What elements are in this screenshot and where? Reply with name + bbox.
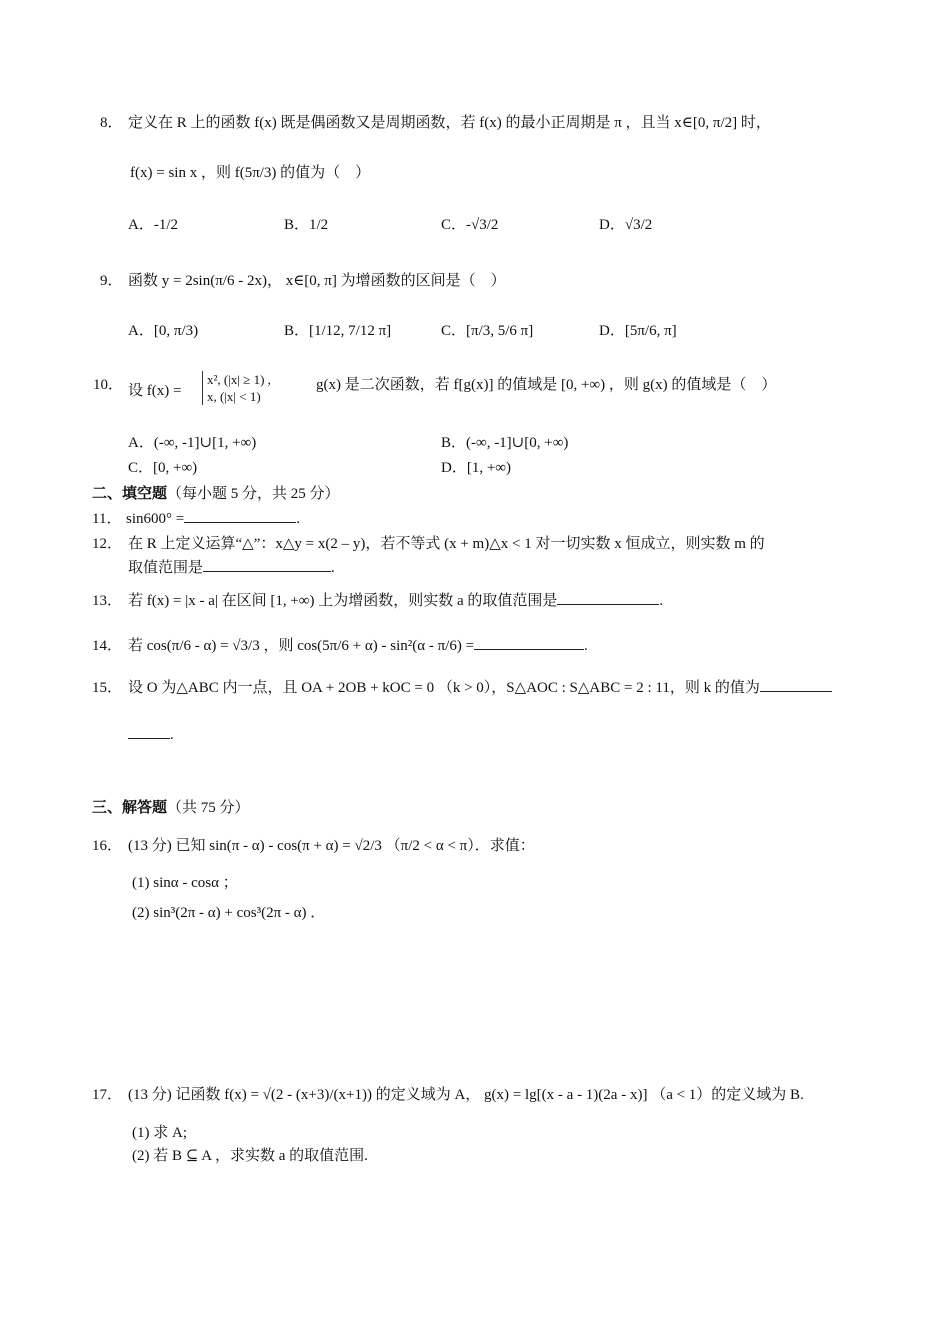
q10-option-c: C．[0, +∞) <box>128 460 198 476</box>
q10-option-b: B．(-∞, -1]∪[0, +∞) <box>441 435 569 451</box>
q17-sub2: (2) 若 B ⊆ A ，求实数 a 的取值范围. <box>132 1148 368 1164</box>
q8-option-b: B．1/2 <box>284 217 329 233</box>
q8-number: 8． <box>100 115 123 131</box>
q16-sub1: (1) sinα - cosα ； <box>132 875 238 891</box>
q11-end: . <box>296 511 300 527</box>
q10-line1-a: 设 f(x) = <box>128 383 182 399</box>
q10-option-d: D．[1, +∞) <box>441 460 511 476</box>
q12-number: 12． <box>92 536 123 552</box>
q17-number: 17． <box>92 1087 123 1103</box>
q13-line <box>128 590 663 612</box>
section-2-note: （每小题 5 分，共 25 分） <box>167 486 340 502</box>
q13-end: . <box>659 593 664 609</box>
q15-line1 <box>128 677 832 699</box>
q14-answer-blank[interactable] <box>474 635 584 650</box>
q10-piecewise <box>202 371 271 405</box>
q9-option-a: A．[0, π/3) <box>128 323 199 339</box>
q8-option-c: C．-√3/2 <box>441 217 499 233</box>
q11-line <box>126 508 300 530</box>
q17-line1: (13 分) 记函数 f(x) = √(2 - (x+3)/(x+1)) 的定义域为 A， g(x) = lg[(x - a - 1)(2a - x)] （a < 1）的定义域为 B. <box>128 1087 804 1103</box>
q8-option-d: D．√3/2 <box>599 217 653 233</box>
q16-sub2: (2) sin³(2π - α) + cos³(2π - α) ． <box>132 905 326 921</box>
q12-line1: 在 R 上定义运算“△”：x△y = x(2 – y)，若不等式 (x + m)△x < 1 对一切实数 x 恒成立，则实数 m 的 <box>128 536 765 552</box>
section-3-heading: 三、解答题 <box>92 800 168 816</box>
q15-text: 设 O 为△ABC 内一点，且 OA + 2OB + kOC = 0 （k > 0），S△AOC : S△ABC = 2 : 11，则 k 的值为 <box>128 680 760 696</box>
q9-line1: 函数 y = 2sin(π/6 - 2x)， x∈[0, π] 为增函数的区间是（ ） <box>128 273 506 289</box>
q17-sub1: (1) 求 A; <box>132 1125 187 1141</box>
q10-piece2: x, (|x| < 1) <box>207 389 261 404</box>
q9-option-d: D．[5π/6, π] <box>599 323 677 339</box>
q14-text: 若 cos(π/6 - α) = √3/3 ，则 cos(5π/6 + α) - sin²(α - π/6) = <box>128 638 475 654</box>
q8-line1: 定义在 R 上的函数 f(x) 既是偶函数又是周期函数，若 f(x) 的最小正周期是 π ，且当 x∈[0, π/2] 时， <box>128 115 771 131</box>
q14-line <box>128 635 588 657</box>
q13-answer-blank[interactable] <box>557 590 659 605</box>
q10-line1-b: g(x) 是二次函数，若 f[g(x)] 的值域是 [0, +∞) ，则 g(x) 的值域是（ ） <box>316 377 777 393</box>
q15-line2 <box>128 724 174 746</box>
q15-answer-blank-2[interactable] <box>128 724 170 739</box>
q13-text: 若 f(x) = |x - a| 在区间 [1, +∞) 上为增函数，则实数 a 的取值范围是 <box>128 593 558 609</box>
q8-line2: f(x) = sin x ，则 f(5π/3) 的值为（ ） <box>130 165 371 181</box>
section-3-note: （共 75 分） <box>167 800 250 816</box>
q9-option-c: C．[π/3, 5/6 π] <box>441 323 534 339</box>
q11-text: sin600° = <box>126 511 185 527</box>
q13-number: 13． <box>92 593 123 609</box>
q15-answer-blank-1[interactable] <box>760 677 832 692</box>
q9-number: 9． <box>100 273 123 289</box>
q12-line2 <box>128 557 335 579</box>
q16-number: 16． <box>92 838 123 854</box>
q11-answer-blank[interactable] <box>184 508 296 523</box>
q10-piece1: x², (|x| ≥ 1) , <box>207 372 271 387</box>
q10-number: 10． <box>93 377 124 393</box>
q11-number: 11． <box>92 511 122 527</box>
q12-text: 取值范围是 <box>128 560 204 576</box>
q15-number: 15． <box>92 680 123 696</box>
q10-option-a: A．(-∞, -1]∪[1, +∞) <box>128 435 257 451</box>
section-3-title <box>92 797 250 819</box>
q8-option-a: A．-1/2 <box>128 217 178 233</box>
section-2-title <box>92 483 340 505</box>
section-2-heading: 二、填空题 <box>92 486 168 502</box>
q16-line1: (13 分) 已知 sin(π - α) - cos(π + α) = √2/3 （π/2 < α < π）．求值： <box>128 838 535 854</box>
q9-option-b: B．[1/12, 7/12 π] <box>284 323 392 339</box>
q14-number: 14． <box>92 638 123 654</box>
q15-end: . <box>170 727 174 743</box>
q12-answer-blank[interactable] <box>203 557 331 572</box>
q14-end: . <box>584 638 588 654</box>
q12-end: . <box>331 560 335 576</box>
